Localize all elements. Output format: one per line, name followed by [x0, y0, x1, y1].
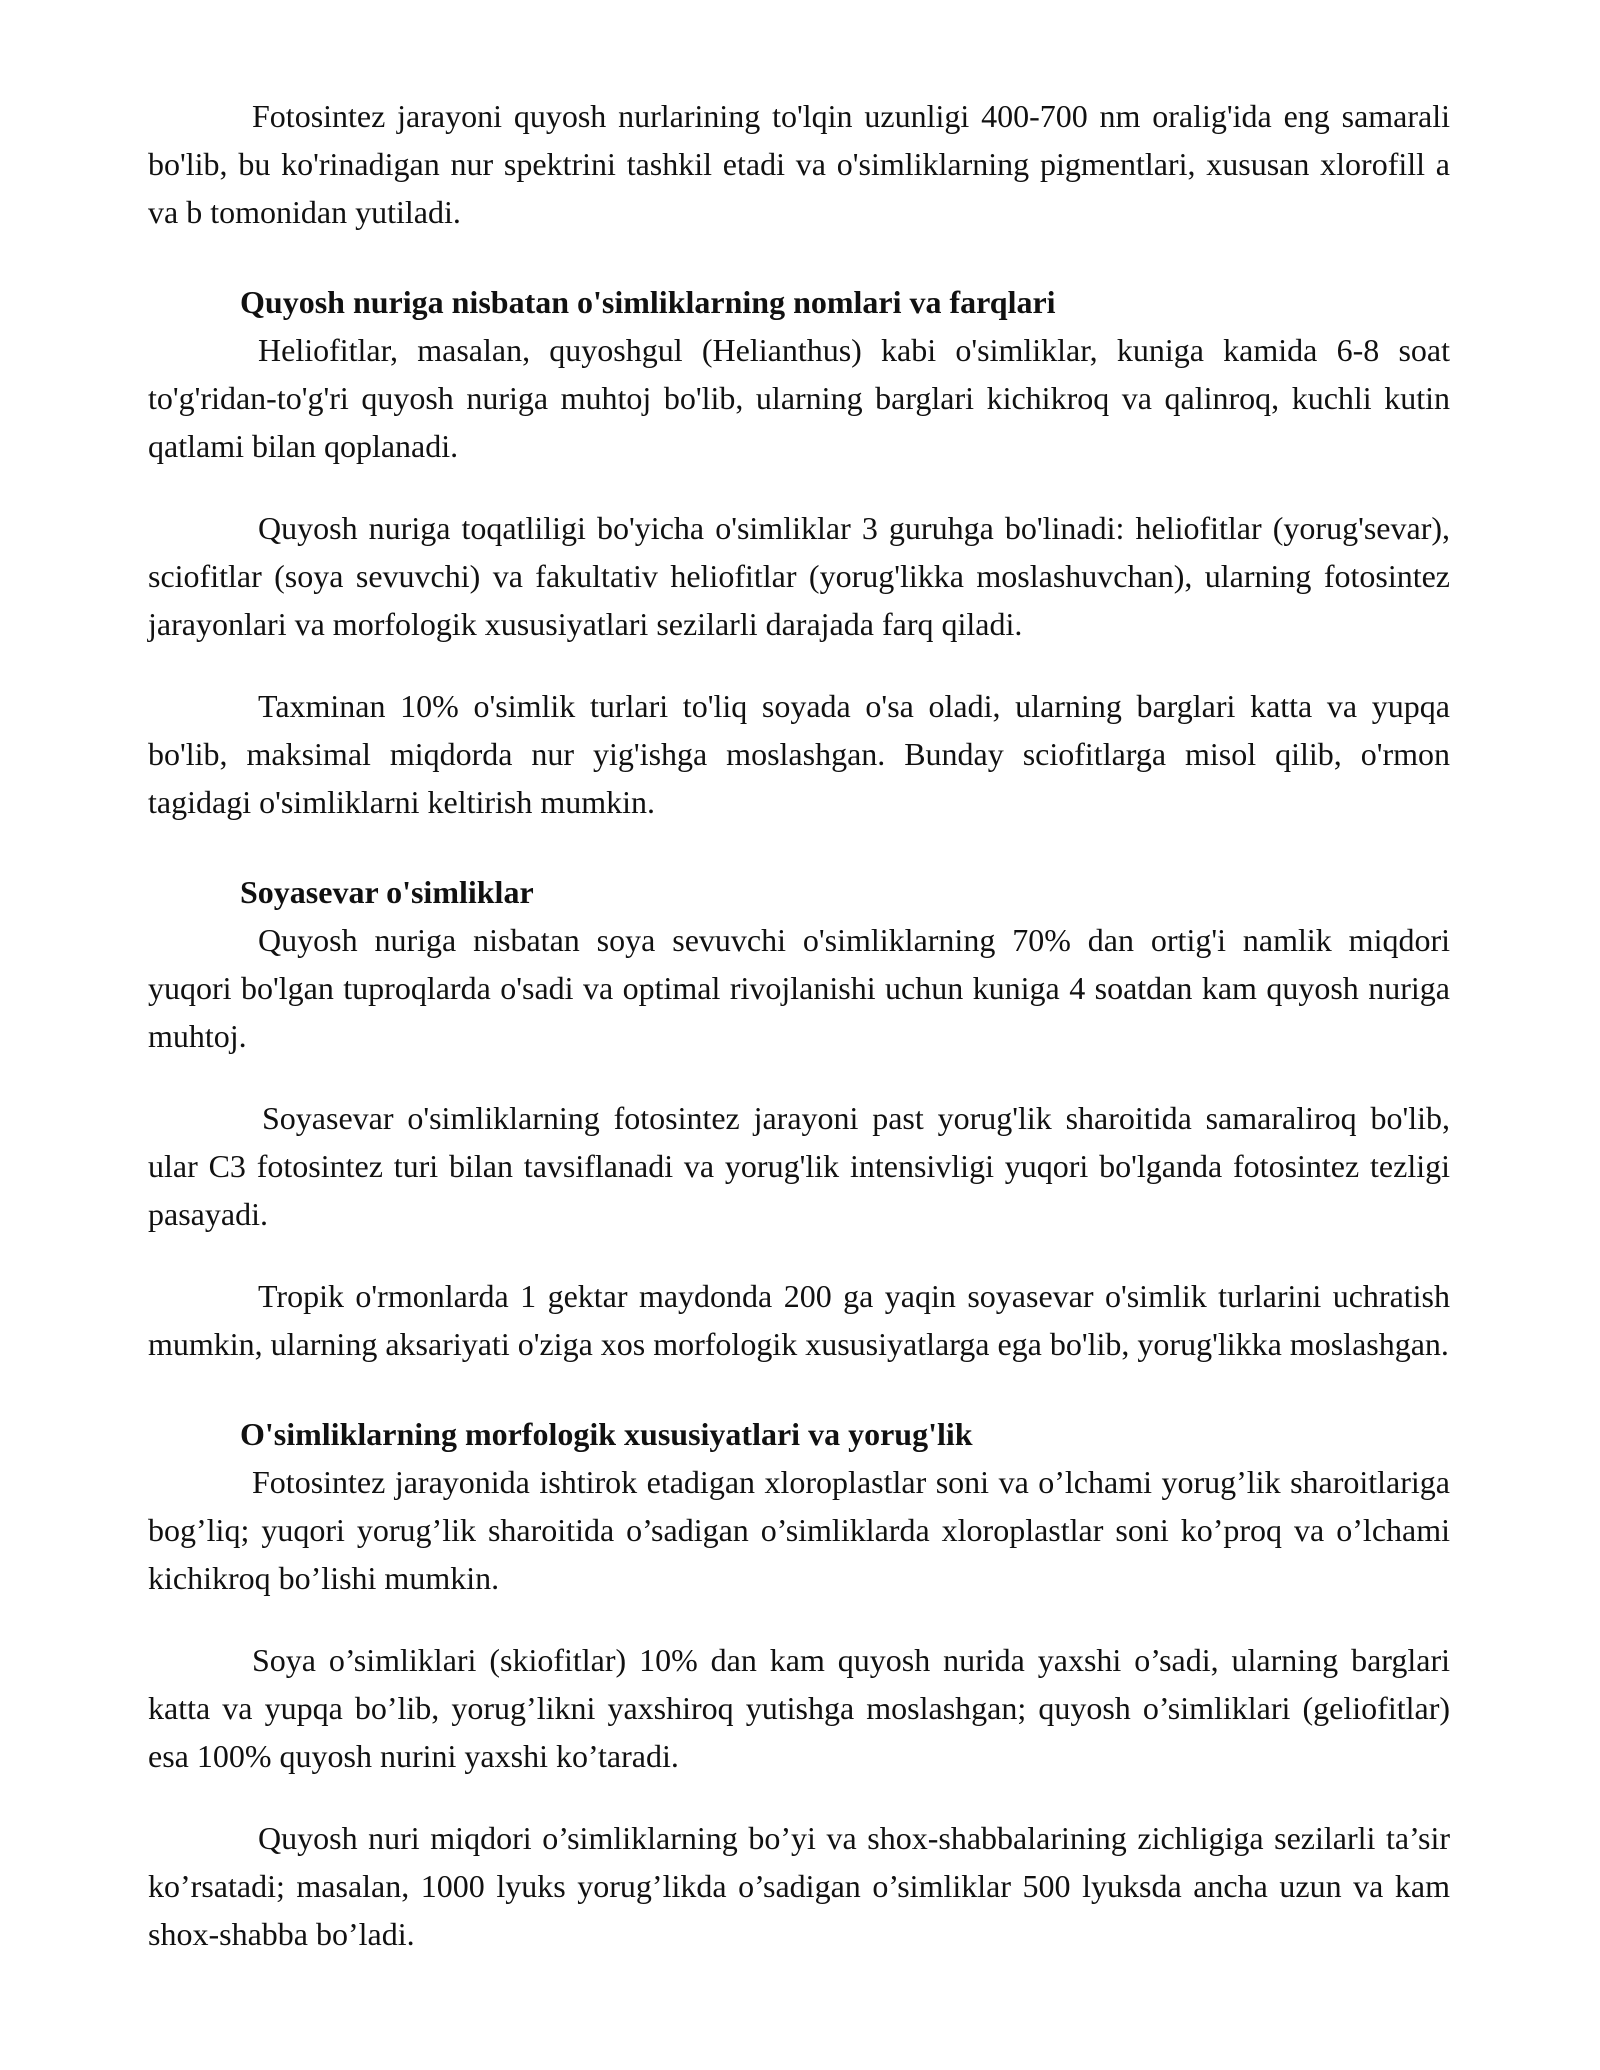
spacer [148, 470, 1450, 504]
spacer [148, 1368, 1450, 1410]
paragraph-shade-species: Taxminan 10% o'simlik turlari to'liq soyada o'sa oladi, ularning barglari katta va yupqa bo'lib, maksimal miqdorda nur yig'ishga moslashgan. Bunday sciofitlarga misol qilib, o'rmon tagidagi o'simliklarni keltirish mumkin. [148, 688, 1450, 820]
spacer [148, 236, 1450, 278]
paragraph-light-intensity: Quyosh nuri miqdori o’simliklarning bo’yi va shox-shabbalarining zichligiga sezilarli ta’sir ko’rsatadi; masalan, 1000 lyuks yorug’likda o’sadigan o’simliklar 500 lyuksda ancha uzun va kam shox-shabba bo’ladi. [148, 1820, 1450, 1952]
section-heading-shade-plants: Soyasevar o'simliklar [240, 874, 534, 910]
spacer [148, 648, 1450, 682]
paragraph-heliophytes: Heliofitlar, masalan, quyoshgul (Helianthus) kabi o'simliklar, kuniga kamida 6-8 soat to'g'ridan-to'g'ri quyosh nuriga muhtoj bo'lib, ularning barglari kichikroq va qalinroq, kuchli kutin qatlami bilan qoplanadi. [148, 332, 1450, 464]
paragraph-light-spectrum: Fotosintez jarayoni quyosh nurlarining to'lqin uzunligi 400-700 nm oralig'ida eng samarali bo'lib, bu ko'rinadigan nur spektrini tashkil etadi va o'simliklarning pigmentlari, xususan xlorofill a va b tomonidan yutiladi. [148, 98, 1450, 230]
spacer [148, 1238, 1450, 1272]
paragraph-chloroplasts: Fotosintez jarayonida ishtirok etadigan xloroplastlar soni va o’lchami yorug’lik sharoitlariga bog’liq; yuqori yorug’lik sharoitida o’sadigan o’simliklarda xloroplastlar soni ko’proq va o’lchami kichikroq bo’lishi mumkin. [148, 1464, 1450, 1596]
paragraph-tropical-forests: Tropik o'rmonlarda 1 gektar maydonda 200 ga yaqin soyasevar o'simlik turlarini uchratish mumkin, ularning aksariyati o'ziga xos morfologik xususiyatlarga ega bo'lib, yorug'likka moslashgan. [148, 1278, 1450, 1362]
section-heading-morphology: O'simliklarning morfologik xususiyatlari va yorug'lik [240, 1416, 973, 1452]
section-heading-plant-names: Quyosh nuriga nisbatan o'simliklarning nomlari va farqlari [240, 284, 1056, 320]
paragraph-sciophytes: Soya o’simliklari (skiofitlar) 10% dan kam quyosh nurida yaxshi o’sadi, ularning barglari katta va yupqa bo’lib, yorug’likni yaxshiroq yutishga moslashgan; quyosh o’simliklari (geliofitlar) esa 100% quyosh nurini yaxshi ko’taradi. [148, 1642, 1450, 1774]
spacer [148, 1780, 1450, 1814]
spacer [148, 826, 1450, 868]
paragraph-plant-groups: Quyosh nuriga toqatliligi bo'yicha o'simliklar 3 guruhga bo'linadi: heliofitlar (yorug'sevar), sciofitlar (soya sevuvchi) va fakultativ heliofitlar (yorug'likka moslashuvchan), ularning fotosintez jarayonlari va morfologik xususiyatlari sezilarli darajada farq qiladi. [148, 510, 1450, 642]
paragraph-c3-photosynthesis: Soyasevar o'simliklarning fotosintez jarayoni past yorug'lik sharoitida samaraliroq bo'lib, ular C3 fotosintez turi bilan tavsiflanadi va yorug'lik intensivligi yuqori bo'lganda fotosintez tezligi pasayadi. [148, 1100, 1450, 1232]
paragraph-shade-moisture: Quyosh nuriga nisbatan soya sevuvchi o'simliklarning 70% dan ortig'i namlik miqdori yuqori bo'lgan tuproqlarda o'sadi va optimal rivojlanishi uchun kuniga 4 soatdan kam quyosh nuriga muhtoj. [148, 922, 1450, 1054]
document-page [148, 92, 1450, 1958]
spacer [148, 1060, 1450, 1094]
spacer [148, 1602, 1450, 1636]
